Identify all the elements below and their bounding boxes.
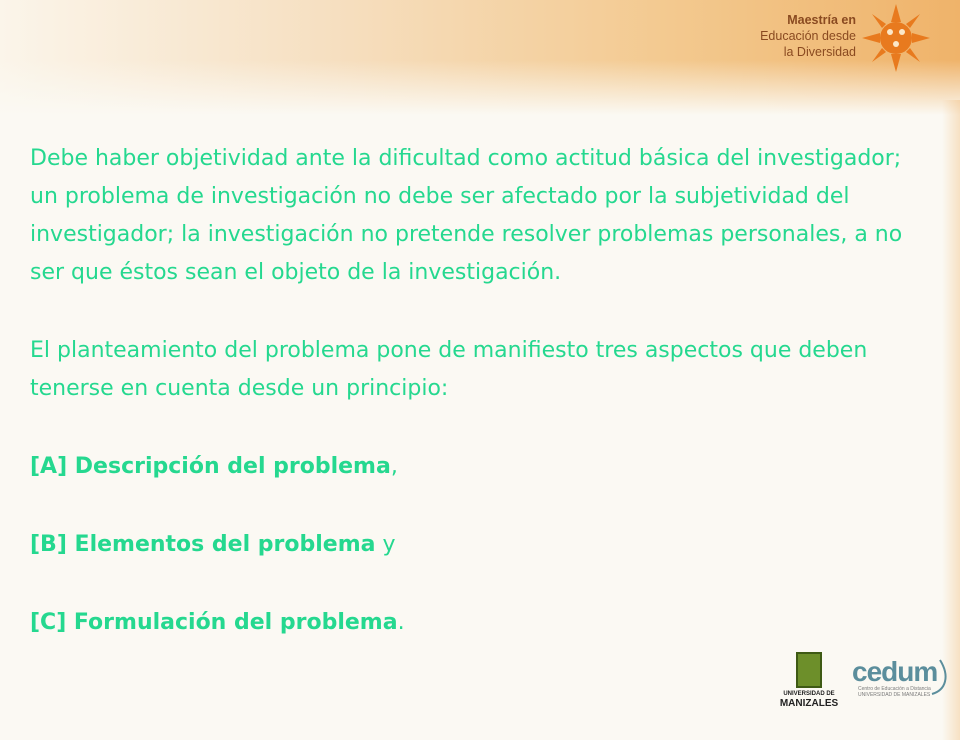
logo-line-3: la Diversidad bbox=[783, 45, 856, 59]
list-item-a-label: [A] Descripción del problema bbox=[30, 454, 391, 479]
paragraph-objectivity: Debe haber objetividad ante la dificultad como actitud básica del investigador; un problema de investigación no debe ser afectado por la subjetividad del investigador; la investigación no pretende resolver problemas personales, a no ser que éstos sean el objeto de la investigación. bbox=[30, 146, 903, 285]
paragraph-problem-statement: El planteamiento del problema pone de manifiesto tres aspectos que deben tenerse en cuenta desde un principio: bbox=[30, 338, 868, 401]
udm-logo-text bbox=[772, 690, 846, 710]
udm-line-1: UNIVERSIDAD DE bbox=[783, 691, 835, 697]
cedum-logo bbox=[850, 656, 956, 706]
list-item-b bbox=[30, 526, 910, 564]
list-item-b-label: [B] Elementos del problema bbox=[30, 532, 376, 557]
list-item-b-punct: y bbox=[375, 532, 396, 557]
right-decorative-stripe bbox=[942, 100, 960, 740]
udm-shield-icon bbox=[796, 652, 822, 688]
cedum-swoosh-icon bbox=[928, 656, 954, 696]
logo-line-1: Maestría en bbox=[787, 13, 856, 27]
cedum-subtitle: Centro de Educación a Distancia UNIVERSIDAD DE MANIZALES bbox=[858, 686, 931, 698]
sun-figures-emblem-icon bbox=[860, 2, 932, 74]
list-item-c-punct: . bbox=[397, 610, 405, 635]
program-logo-text bbox=[738, 12, 856, 60]
list-item-c-label: [C] Formulación del problema bbox=[30, 610, 398, 635]
universidad-de-manizales-logo bbox=[772, 652, 846, 716]
program-logo bbox=[738, 6, 958, 66]
cedum-name: cedum bbox=[852, 656, 938, 687]
list-item-a bbox=[30, 448, 910, 486]
logo-line-2: Educación desde bbox=[760, 29, 856, 43]
list-item-c bbox=[30, 604, 910, 642]
list-item-a-punct: , bbox=[390, 454, 398, 479]
footer-logos bbox=[760, 648, 960, 720]
udm-line-2: MANIZALES bbox=[779, 698, 839, 709]
slide-body bbox=[30, 140, 910, 642]
